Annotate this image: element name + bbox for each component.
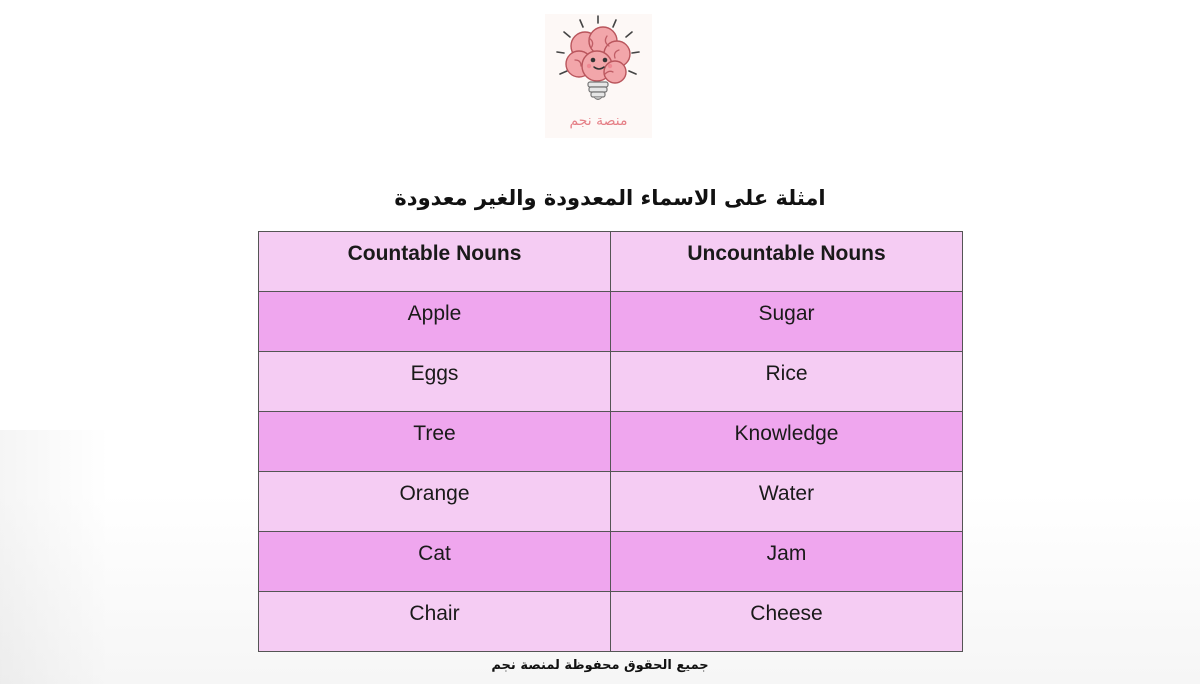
uncountable-cell: Knowledge — [611, 412, 963, 472]
table-row — [259, 352, 963, 412]
uncountable-cell: Jam — [611, 532, 963, 592]
page-title: امثلة على الاسماء المعدودة والغير معدودة — [394, 186, 826, 210]
header-countable: Countable Nouns — [259, 232, 611, 292]
table-row — [259, 592, 963, 652]
copyright-footer: جميع الحقوق محفوظة لمنصة نجم — [491, 658, 709, 673]
page-shadow — [0, 430, 110, 684]
table-row — [259, 292, 963, 352]
header-uncountable: Uncountable Nouns — [611, 232, 963, 292]
logo-text: منصة نجم — [569, 113, 628, 129]
countable-cell: Tree — [259, 412, 611, 472]
brain-lightbulb-icon — [545, 14, 652, 114]
countable-cell: Apple — [259, 292, 611, 352]
table-row — [259, 532, 963, 592]
table-row — [259, 412, 963, 472]
uncountable-cell: Cheese — [611, 592, 963, 652]
countable-cell: Eggs — [259, 352, 611, 412]
uncountable-cell: Sugar — [611, 292, 963, 352]
table-row — [259, 472, 963, 532]
nouns-table — [258, 231, 963, 652]
uncountable-cell: Rice — [611, 352, 963, 412]
logo — [545, 14, 652, 138]
table-header-row — [259, 232, 963, 292]
uncountable-cell: Water — [611, 472, 963, 532]
countable-cell: Cat — [259, 532, 611, 592]
countable-cell: Chair — [259, 592, 611, 652]
countable-cell: Orange — [259, 472, 611, 532]
